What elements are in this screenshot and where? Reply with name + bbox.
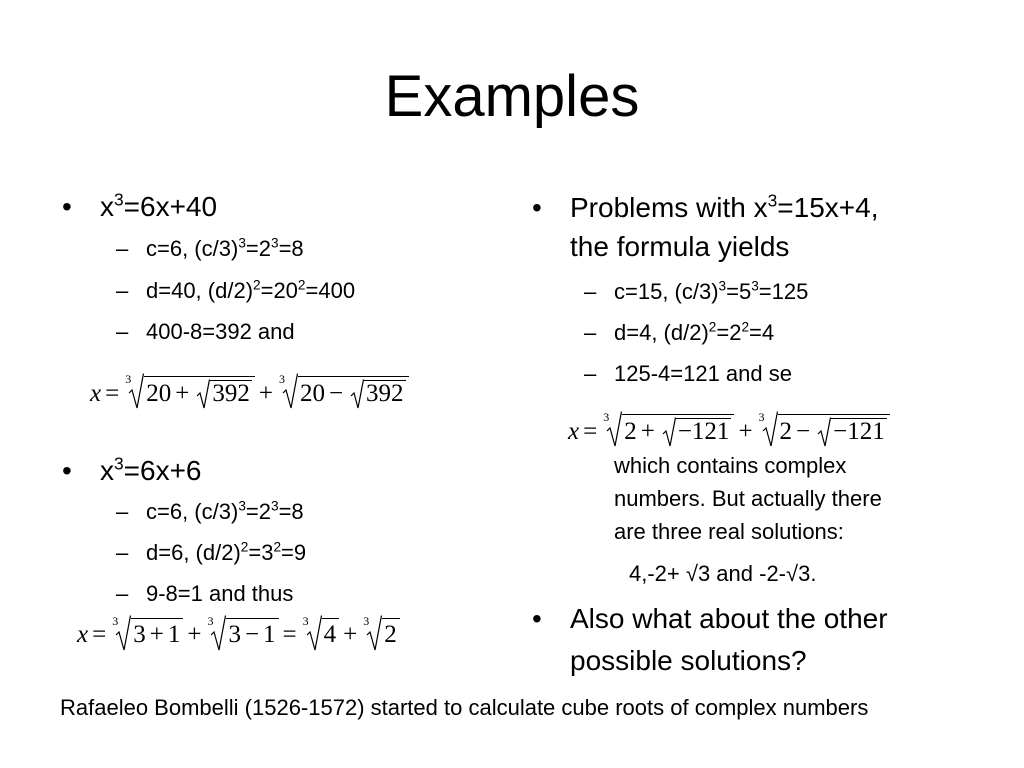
left-sub-5: – d=6, $(d/2)^2=3^2=9$: [116, 539, 307, 565]
explanation-line-3: are three real solutions:: [614, 519, 844, 544]
left-bullet-2: • $x^3=6x+6$: [100, 452, 202, 490]
right-sub-1: – c=15, $(c/3)^3=5^3=125$: [584, 278, 809, 304]
equation-2: x = 3 3 + 1 + 3 3 − 1 = 3 4 + 3 2: [77, 618, 400, 650]
bullet-marker: •: [532, 192, 542, 223]
footer-note: Rafaeleo Bombelli (1526-1572) started to calculate cube roots of complex numbers: [60, 695, 869, 720]
left-sub-6: – 9-8=1 and thus: [116, 581, 294, 606]
real-solutions: 4,-2+ √3 and -2-√3.: [629, 561, 817, 586]
equation-1: x = 3 20 + 392 + 3 20 − 392: [90, 376, 409, 409]
right-bullet-2-line-2: possible solutions?: [570, 645, 807, 676]
left-sub-1: – c=6, $(c/3)^3=2^3=8$: [116, 235, 304, 261]
explanation-line-1: which contains complex: [614, 453, 847, 478]
equation-3: x = 3 2 + −121 + 3 2 − −121: [568, 414, 890, 447]
explanation-line-2: numbers. But actually there: [614, 486, 882, 511]
slide-title: Examples: [384, 64, 640, 129]
left-sub-2: – d=40, $(d/2)^2=20^2=400$: [116, 277, 356, 303]
bullet-marker: •: [62, 191, 72, 222]
bullet-marker: •: [532, 603, 542, 634]
right-bullet-1-line-2: the formula yields: [570, 231, 790, 262]
right-bullet-2-line-1: • Also what about the other: [570, 600, 888, 638]
left-sub-3: – 400-8=392 and: [116, 319, 295, 344]
right-bullet-1-line-1: • Problems with $x^3=15x+4$,: [570, 189, 878, 227]
left-sub-4: – c=6, $(c/3)^3=2^3=8$: [116, 498, 304, 524]
right-sub-2: – d=4, $(d/2)^2=2^2=4$: [584, 319, 775, 345]
right-sub-3: – 125-4=121 and se: [584, 361, 792, 386]
left-bullet-1: • $x^3=6x+40$: [100, 188, 217, 226]
bullet-marker: •: [62, 455, 72, 486]
